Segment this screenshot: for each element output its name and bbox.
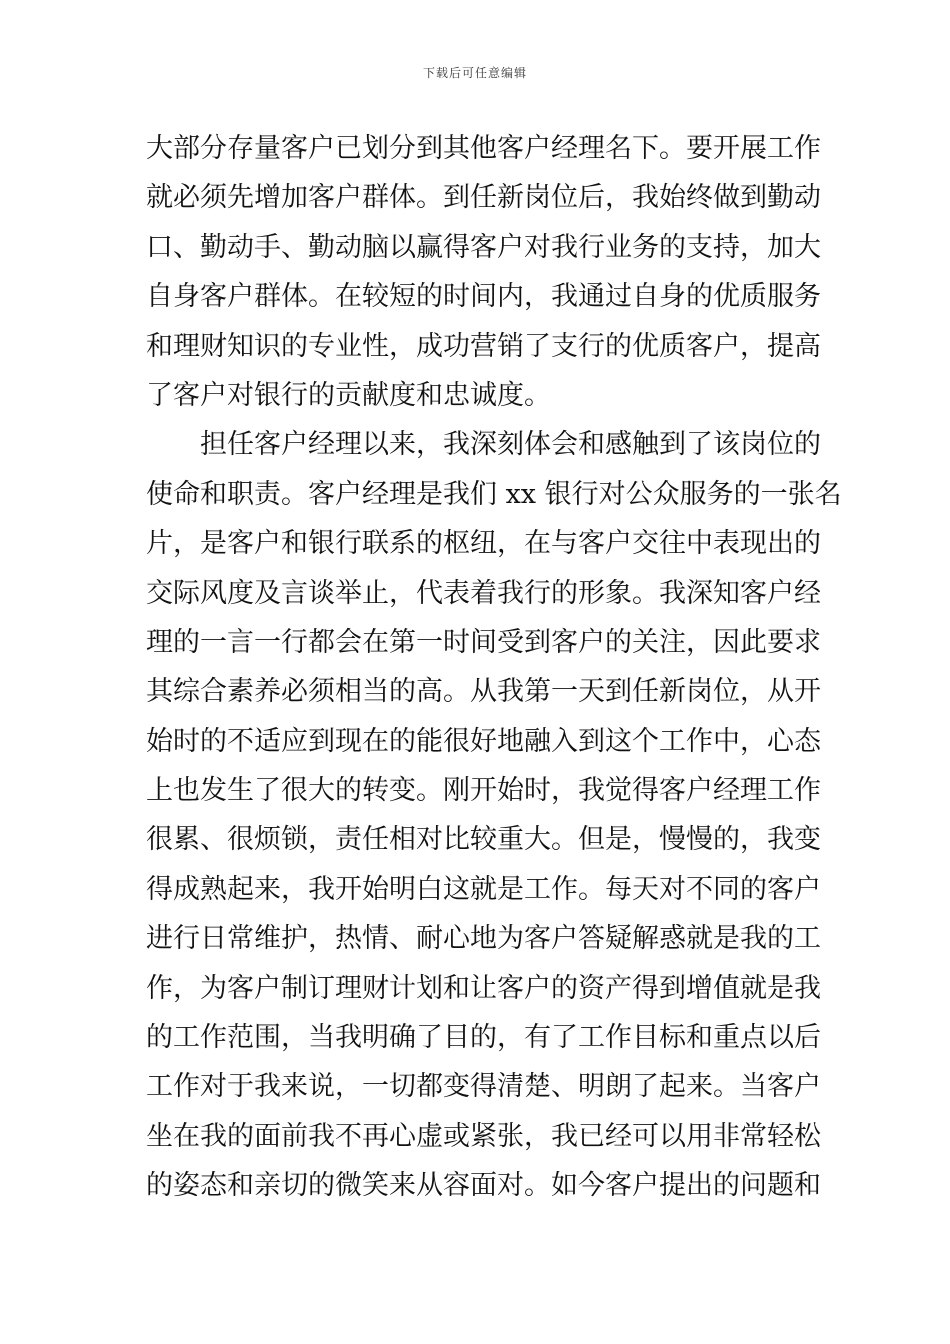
text-line: 上也发生了很大的转变。刚开始时，我觉得客户经理工作: [146, 775, 821, 807]
text-line: 了客户对银行的贡献度和忠诚度。: [146, 379, 551, 411]
page-header: 下载后可任意编辑: [422, 66, 527, 80]
text-line: 工作对于我来说，一切都变得清楚、明朗了起来。当客户: [146, 1071, 821, 1103]
text-line: 就必须先增加客户群体。到任新岗位后，我始终做到勤动: [146, 182, 821, 214]
text-line: 很累、很烦锁，责任相对比较重大。但是，慢慢的，我变: [146, 824, 821, 856]
text-line: 的工作范围，当我明确了目的，有了工作目标和重点以后: [146, 1022, 821, 1054]
paragraph-2: [146, 420, 842, 1210]
paragraph-1: [146, 124, 821, 420]
text-line: 交际风度及言谈举止，代表着我行的形象。我深知客户经: [146, 577, 821, 609]
text-line: 坐在我的面前我不再心虚或紧张，我已经可以用非常轻松: [146, 1120, 821, 1152]
text-line: 的姿态和亲切的微笑来从容面对。如今客户提出的问题和: [146, 1170, 821, 1202]
text-line: 和理财知识的专业性，成功营销了支行的优质客户，提高: [146, 330, 821, 362]
text-line: 作，为客户制订理财计划和让客户的资产得到增值就是我: [146, 972, 821, 1004]
text-line: 使命和职责。客户经理是我们 xx 银行对公众服务的一张名: [146, 478, 842, 510]
text-line: 大部分存量客户已划分到其他客户经理名下。要开展工作: [146, 133, 821, 164]
text-line: 始时的不适应到现在的能很好地融入到这个工作中，心态: [146, 725, 821, 757]
text-line: 担任客户经理以来，我深刻体会和感触到了该岗位的: [200, 429, 821, 461]
text-line: 得成熟起来，我开始明白这就是工作。每天对不同的客户: [146, 873, 821, 905]
text-line: 进行日常维护，热情、耐心地为客户答疑解惑就是我的工: [146, 923, 821, 955]
text-line: 自身客户群体。在较短的时间内，我通过自身的优质服务: [146, 281, 821, 313]
body-text: [146, 124, 842, 1211]
text-line: 理的一言一行都会在第一时间受到客户的关注，因此要求: [146, 626, 821, 658]
text-line: 口、勤动手、勤动脑以赢得客户对我行业务的支持，加大: [146, 231, 821, 263]
text-line: 片，是客户和银行联系的枢纽，在与客户交往中表现出的: [146, 528, 821, 560]
text-line: 其综合素养必须相当的高。从我第一天到任新岗位，从开: [146, 676, 821, 708]
